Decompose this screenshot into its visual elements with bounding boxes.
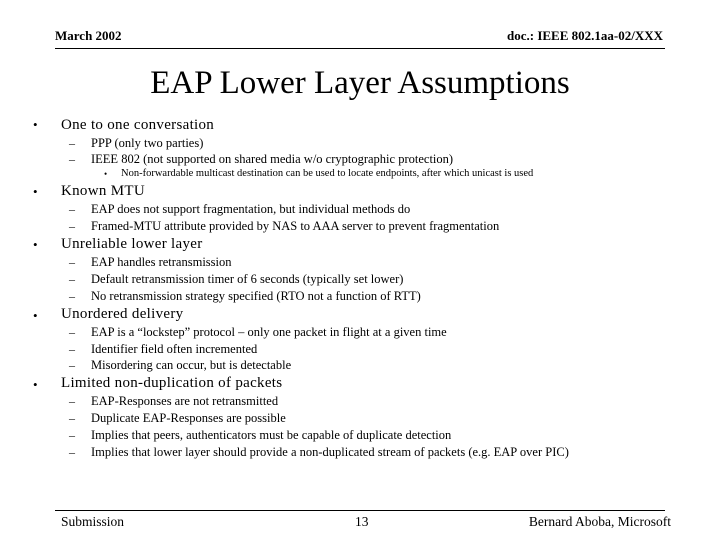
- dash-marker: –: [69, 428, 75, 442]
- subsub-item: Non-forwardable multicast destination can be used to locate endpoints, after which unicast is used: [121, 168, 534, 179]
- dash-marker: –: [69, 445, 75, 459]
- footer-rule: [55, 510, 665, 511]
- sub-item: EAP handles retransmission: [91, 255, 232, 269]
- dash-marker: –: [69, 255, 75, 269]
- sub-item: Default retransmission timer of 6 seconds (typically set lower): [91, 272, 404, 286]
- bullet-marker: •: [33, 184, 38, 199]
- footer-submission: Submission: [61, 514, 125, 529]
- sub-item: Implies that lower layer should provide a non-duplicated stream of packets (e.g. EAP over PIC): [91, 445, 569, 459]
- bullet-unordered: Unordered delivery: [61, 306, 184, 322]
- dash-marker: –: [69, 358, 75, 372]
- sub-item: EAP-Responses are not retransmitted: [91, 394, 279, 408]
- bullet-marker: •: [33, 377, 38, 392]
- sub-item: PPP (only two parties): [91, 136, 204, 150]
- sub-item: Misordering can occur, but is detectable: [91, 358, 292, 372]
- sub-item: Duplicate EAP-Responses are possible: [91, 411, 286, 425]
- dash-marker: –: [69, 411, 75, 425]
- bullet-marker: •: [33, 117, 38, 132]
- sub-item: No retransmission strategy specified (RTO not a function of RTT): [91, 289, 421, 303]
- dash-marker: –: [69, 152, 75, 166]
- bullet-one-to-one: One to one conversation: [61, 117, 215, 133]
- dash-marker: –: [69, 342, 75, 356]
- header-date: March 2002: [55, 28, 122, 43]
- slide-title: EAP Lower Layer Assumptions: [150, 65, 570, 101]
- sub-item: EAP does not support fragmentation, but individual methods do: [91, 202, 411, 216]
- sub-item: Implies that peers, authenticators must be capable of duplicate detection: [91, 428, 452, 442]
- header-doc-id: doc.: IEEE 802.1aa-02/XXX: [506, 28, 663, 43]
- sub-item: Framed-MTU attribute provided by NAS to AAA server to prevent fragmentation: [91, 219, 500, 233]
- bullet-marker: •: [33, 237, 38, 252]
- bullet-non-duplication: Limited non-duplication of packets: [61, 375, 283, 391]
- bullet-marker: •: [33, 308, 38, 323]
- footer-author: Bernard Aboba, Microsoft: [528, 514, 671, 529]
- sub-item: EAP is a “lockstep” protocol – only one packet in flight at a given time: [91, 325, 447, 339]
- dash-marker: –: [69, 289, 75, 303]
- sub-item: IEEE 802 (not supported on shared media w/o cryptographic protection): [91, 152, 454, 166]
- dash-marker: –: [69, 219, 75, 233]
- sub-item: Identifier field often incremented: [91, 342, 258, 356]
- bullet-unreliable: Unreliable lower layer: [61, 236, 203, 252]
- dash-marker: –: [69, 272, 75, 286]
- dash-marker: –: [69, 325, 75, 339]
- dash-marker: –: [69, 136, 75, 150]
- subsub-marker: •: [104, 169, 108, 179]
- header-rule: [55, 48, 665, 49]
- dash-marker: –: [69, 394, 75, 408]
- dash-marker: –: [69, 202, 75, 216]
- bullet-known-mtu: Known MTU: [61, 183, 145, 199]
- footer-page-number: 13: [355, 514, 369, 529]
